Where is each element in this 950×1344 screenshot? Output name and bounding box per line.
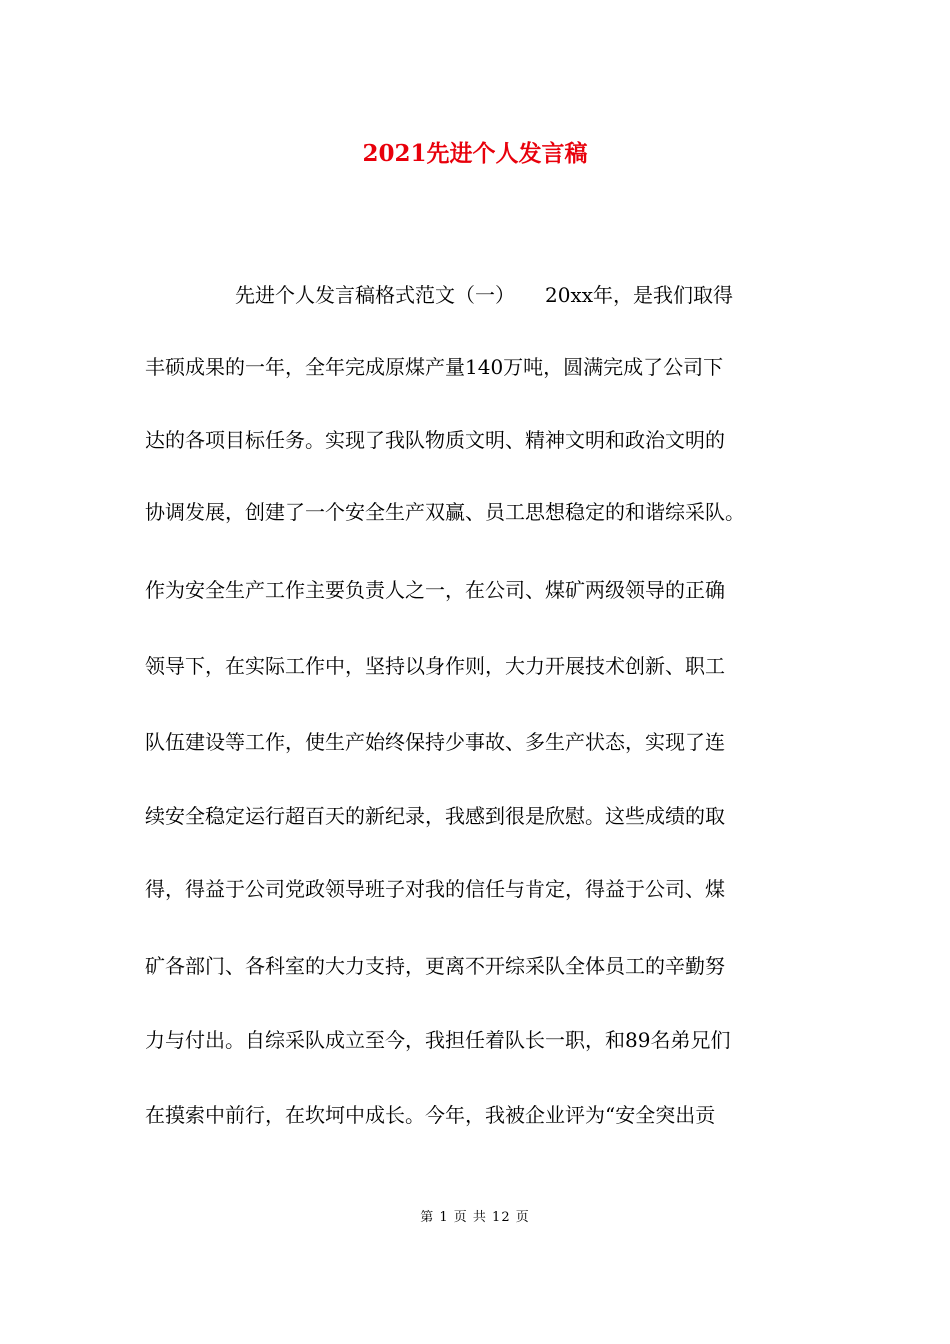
body-line: 丰硕成果的一年，全年完成原煤产量140万吨，圆满完成了公司下 xyxy=(145,355,724,379)
document-title: 2021先进个人发言稿 xyxy=(362,140,588,167)
body-line: 协调发展，创建了一个安全生产双赢、员工思想稳定的和谐综采队。 xyxy=(145,500,745,524)
body-line: 领导下，在实际工作中，坚持以身作则，大力开展技术创新、职工 xyxy=(145,654,725,678)
body-line: 力与付出。自综采队成立至今，我担任着队长一职，和89名弟兄们 xyxy=(145,1028,731,1052)
body-line: 在摸索中前行，在坎坷中成长。今年，我被企业评为“安全突出贡 xyxy=(145,1103,716,1127)
body-line: 队伍建设等工作，使生产始终保持少事故、多生产状态，实现了连 xyxy=(145,730,725,754)
body-line: 得，得益于公司党政领导班子对我的信任与肯定，得益于公司、煤 xyxy=(145,877,725,901)
body-line: 作为安全生产工作主要负责人之一，在公司、煤矿两级领导的正确 xyxy=(145,578,725,602)
body-line: 达的各项目标任务。实现了我队物质文明、精神文明和政治文明的 xyxy=(145,428,725,452)
body-line: 先进个人发言稿格式范文（一） 20xx年，是我们取得 xyxy=(235,283,734,307)
body-line: 续安全稳定运行超百天的新纪录，我感到很是欣慰。这些成绩的取 xyxy=(145,804,725,828)
body-line: 矿各部门、各科室的大力支持，更离不开综采队全体员工的辛勤努 xyxy=(145,954,725,978)
page-footer: 第 1 页 共 12 页 xyxy=(420,1210,530,1225)
